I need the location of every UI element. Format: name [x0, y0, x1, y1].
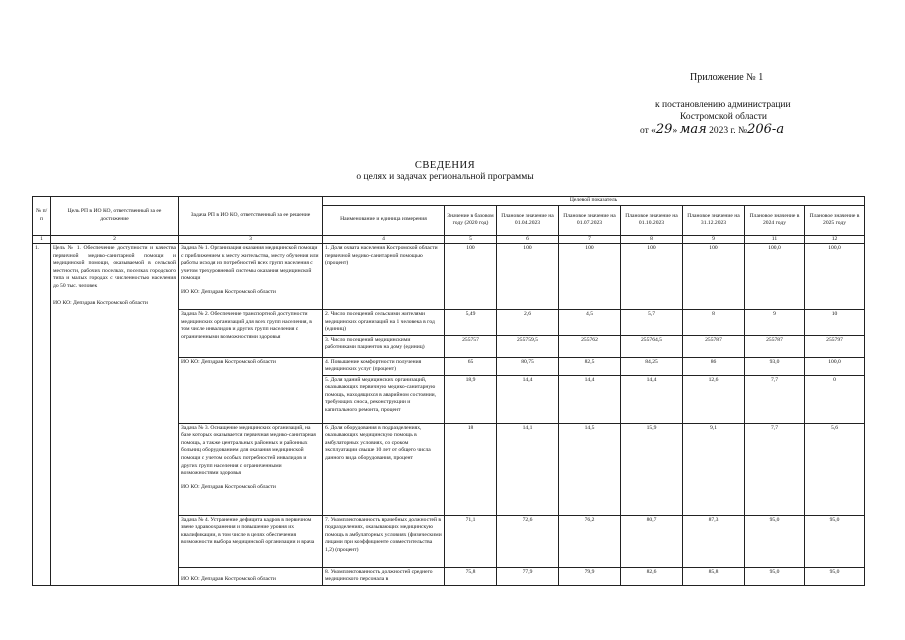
indicator-cell: 4. Повышение комфортности получения медицинских услуг (процент): [323, 357, 445, 375]
value-cell: 0: [805, 375, 865, 423]
col-index: 9: [683, 235, 745, 244]
document-subtitle: о целях и задачах региональной программы: [356, 172, 534, 182]
header-target: Целевой показатель: [323, 197, 865, 206]
header-task: Задача РП в ИО КО, ответственный за ее решение: [179, 197, 323, 236]
table-row: [33, 244, 865, 310]
value-cell: 255757: [445, 335, 497, 357]
value-cell: 14,4: [559, 375, 621, 423]
indicator-cell: 8. Укомплектованность должностей среднего медицинского персонала в: [323, 567, 445, 585]
col-index: 11: [745, 235, 805, 244]
value-cell: 14,5: [559, 423, 621, 515]
goal-cell: [51, 244, 179, 586]
decree-prefix: от «: [640, 126, 656, 136]
header-indicator: Наименование и единица измерения: [323, 205, 445, 235]
value-cell: 255762: [559, 335, 621, 357]
value-cell: 80,75: [497, 357, 559, 375]
col-index: 3: [179, 235, 323, 244]
header-plan-4: Плановое значение на 31.12.2023: [683, 205, 745, 235]
task-text: Задача № 2. Обеспечение транспортной доступности медицинских организаций для всех групп населения, в том числе инвалидов и других групп населения с ограниченными возможностями здоровья: [181, 311, 312, 340]
value-cell: 255787: [683, 335, 745, 357]
col-index: 5: [445, 235, 497, 244]
col-index: 12: [805, 235, 865, 244]
value-cell: 82,5: [559, 357, 621, 375]
decree-line-1: к постановлению администрации: [655, 100, 791, 110]
task-responsible: ИО КО: Депздрав Костромской области: [181, 288, 276, 295]
header-num: № п/п: [33, 197, 51, 236]
value-cell: 14,4: [497, 375, 559, 423]
decree-date-line: [640, 122, 784, 137]
col-index: 6: [497, 235, 559, 244]
task-responsible: ИО КО: Депздрав Костромской области: [181, 483, 276, 490]
annex-label: Приложение № 1: [690, 72, 764, 83]
value-cell: 77,9: [497, 567, 559, 585]
value-cell: 100: [497, 244, 559, 310]
decree-mid: »: [672, 126, 678, 136]
value-cell: 100: [445, 244, 497, 310]
task-text: Задача № 3. Оснащение медицинских организаций, на базе которых оказывается первичная медико-санитарная помощь, а также центральных районных и районных больниц оборудованием для оказания медицинской помощи с учетом особых потребностей инвалидов и других групп населения с ограниченными возможностями здоровья: [181, 424, 316, 477]
task-cell: [179, 244, 323, 310]
value-cell: 255764,5: [621, 335, 683, 357]
decree-number: 206-а: [747, 122, 785, 137]
value-cell: 95,0: [745, 567, 805, 585]
value-cell: 14,1: [497, 423, 559, 515]
value-cell: 76,2: [559, 515, 621, 567]
header-base: Значение в базовом году (2020 год): [445, 205, 497, 235]
value-cell: 8: [683, 310, 745, 336]
indicator-cell: 1. Доля охвата населения Костромской области первичной медико-санитарной помощью (процент): [323, 244, 445, 310]
decree-month: мая: [679, 122, 707, 137]
value-cell: 14,4: [621, 375, 683, 423]
header-goal: Цель РП в ИО КО, ответственный за ее достижение: [51, 197, 179, 236]
task-text: Задача № 1. Организация оказания медицинской помощи с приближением к месту жительства, месту обучения или работы исходя из потребностей всех групп населения с учетом трехуровневой системы оказания медицинской помощи: [181, 245, 319, 282]
indicator-cell: 7. Укомплектованность врачебных должностей в подразделениях, оказывающих медицинскую помощь в амбулаторных условиях (физическими лицами при коэффициенте совместительства 1,2) (процент): [323, 515, 445, 567]
value-cell: 4,5: [559, 310, 621, 336]
value-cell: 84,25: [621, 357, 683, 375]
value-cell: 100: [621, 244, 683, 310]
column-index-row: [33, 235, 865, 244]
header-plan-2: Плановое значение на 01.07.2023: [559, 205, 621, 235]
value-cell: 9: [745, 310, 805, 336]
value-cell: 7,7: [745, 423, 805, 515]
col-index: 1: [33, 235, 51, 244]
indicator-cell: 2. Число посещений сельскими жителями медицинских организаций на 1 человека в год (единиц): [323, 310, 445, 336]
header-plan-3: Плановое значение на 01.10.2023: [621, 205, 683, 235]
value-cell: 255797: [805, 335, 865, 357]
value-cell: 79,9: [559, 567, 621, 585]
value-cell: 93,0: [745, 357, 805, 375]
value-cell: 72,6: [497, 515, 559, 567]
value-cell: 18,9: [445, 375, 497, 423]
value-cell: 86: [683, 357, 745, 375]
indicator-cell: 3. Число посещений медицинскими работниками пациентов на дому (единиц): [323, 335, 445, 357]
col-index: 8: [621, 235, 683, 244]
col-index: 2: [51, 235, 179, 244]
goal-text: Цель № 1. Обеспечение доступности и качества первичной медико-санитарной помощи и медицинской помощи, оказываемой в сельской местности, рабочих поселках, поселках городского типа и малых городах с численностью населения до 50 тыс. человек: [53, 245, 176, 289]
decree-day: 29: [655, 122, 673, 137]
value-cell: 100,0: [805, 244, 865, 310]
task-cell: [179, 515, 323, 567]
value-cell: 5,6: [805, 423, 865, 515]
col-index: 4: [323, 235, 445, 244]
value-cell: 5,7: [621, 310, 683, 336]
header-row-1: [33, 197, 865, 206]
col-index: 7: [559, 235, 621, 244]
value-cell: 10: [805, 310, 865, 336]
row-number: 1.: [33, 244, 51, 586]
value-cell: 95,0: [805, 567, 865, 585]
value-cell: 82,6: [621, 567, 683, 585]
value-cell: 75,8: [445, 567, 497, 585]
value-cell: 9,1: [683, 423, 745, 515]
value-cell: 7,7: [745, 375, 805, 423]
goals-table: [32, 196, 865, 586]
value-cell: 5,49: [445, 310, 497, 336]
value-cell: 100: [683, 244, 745, 310]
task-responsible-cell: ИО КО: Депздрав Костромской области: [179, 567, 323, 585]
header-plan-5: Плановое значение в 2024 году: [745, 205, 805, 235]
value-cell: 100,0: [805, 357, 865, 375]
value-cell: 87,3: [683, 515, 745, 567]
value-cell: 100: [559, 244, 621, 310]
task-responsible-cell: ИО КО: Депздрав Костромской области: [179, 357, 323, 423]
value-cell: 15,9: [621, 423, 683, 515]
decree-year: 2023 г. №: [709, 126, 748, 136]
task-text: Задача № 4. Устранение дефицита кадров в первичном звене здравоохранения и повышение уровня их квалификации, в том числе в целях обеспечения возможности выбора медицинской организации и врача: [181, 516, 315, 546]
value-cell: 80,7: [621, 515, 683, 567]
indicator-cell: 6. Доля оборудования в подразделениях, оказывающих медицинскую помощь в амбулаторных условиях, со сроком эксплуатации свыше 10 лет от общего числа данного вида оборудования, процент: [323, 423, 445, 515]
value-cell: 71,1: [445, 515, 497, 567]
value-cell: 18: [445, 423, 497, 515]
value-cell: 2,6: [497, 310, 559, 336]
decree-line-2: Костромской области: [680, 112, 767, 122]
task-cell: [179, 423, 323, 515]
header-plan-1: Плановое значение на 01.04.2023: [497, 205, 559, 235]
header-plan-6: Плановое значение в 2025 году: [805, 205, 865, 235]
indicator-cell: 5. Доля зданий медицинских организаций, оказывающих первичную медико-санитарную помощь, находящихся в аварийном состоянии, требующих сноса, реконструкции и капитального ремонта, процент: [323, 375, 445, 423]
document-title: СВЕДЕНИЯ: [414, 160, 476, 171]
value-cell: 100,0: [745, 244, 805, 310]
value-cell: 255787: [745, 335, 805, 357]
value-cell: 95,0: [745, 515, 805, 567]
value-cell: 95,0: [805, 515, 865, 567]
value-cell: 12,6: [683, 375, 745, 423]
value-cell: 65: [445, 357, 497, 375]
value-cell: 85,8: [683, 567, 745, 585]
goal-responsible: ИО КО: Депздрав Костромской области: [53, 300, 148, 307]
value-cell: 255759,5: [497, 335, 559, 357]
task-cell: [179, 310, 323, 358]
